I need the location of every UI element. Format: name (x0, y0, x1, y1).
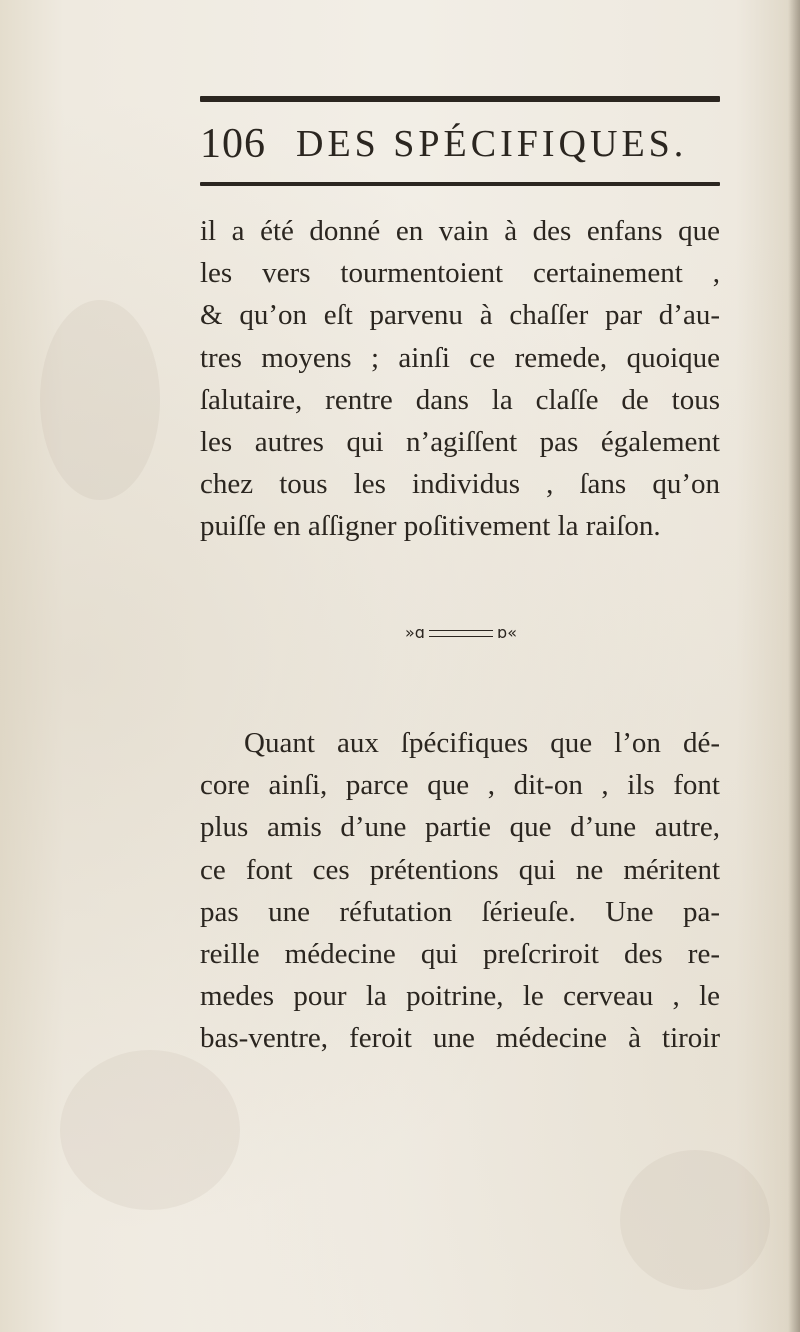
divider-right-ornament: ɒ« (497, 623, 517, 642)
text-line: bas-ventre, feroit une médecine à tiroir (200, 1022, 720, 1055)
text-line: core ainſi, parce que , dit-on , ils font (200, 769, 720, 802)
running-header (200, 112, 720, 172)
text-line: ſalutaire, rentre dans la claſſe de tous (200, 383, 720, 416)
text-line: medes pour la poitrine, le cerveau , le (200, 980, 720, 1013)
text-line: reille médecine qui preſcriroit des re- (200, 937, 720, 970)
text-line: les autres qui n’agiſſent pas également (200, 425, 720, 458)
divider-left-ornament: »ɑ (405, 623, 425, 642)
text-line: pas une réfutation ſérieuſe. Une pa- (200, 895, 720, 928)
text-line: il a été donné en vain à des enfans que (200, 215, 720, 247)
text-line: & qu’on eſt parvenu à chaſſer par d’au- (200, 299, 720, 332)
header-bottom-rule (200, 182, 720, 186)
page-number: 106 (200, 121, 266, 167)
text-line: les vers tourmentoient certainement , (200, 257, 720, 290)
paper-stain (620, 1150, 770, 1290)
page-edge-shadow (788, 0, 800, 1332)
text-line: puiſſe en aſſigner poſitivement la raiſon. (200, 510, 661, 543)
section-divider (405, 625, 517, 641)
paper-stain (60, 1050, 240, 1210)
text-line: plus amis d’une partie que d’une autre, (200, 811, 720, 844)
paper-stain (40, 300, 160, 500)
text-line: Quant aux ſpécifiques que l’on dé- (244, 727, 720, 759)
text-line: ce font ces prétentions qui ne méritent (200, 853, 720, 886)
paragraph-1 (200, 210, 720, 548)
text-line: chez tous les individus , ſans qu’on (200, 468, 720, 501)
text-line: tres moyens ; ainſi ce remede, quoique (200, 341, 720, 374)
paragraph-2 (200, 722, 720, 1060)
divider-double-rule (429, 630, 493, 637)
running-title: DES SPÉCIFIQUES. (296, 123, 688, 165)
header-top-rule (200, 96, 720, 102)
